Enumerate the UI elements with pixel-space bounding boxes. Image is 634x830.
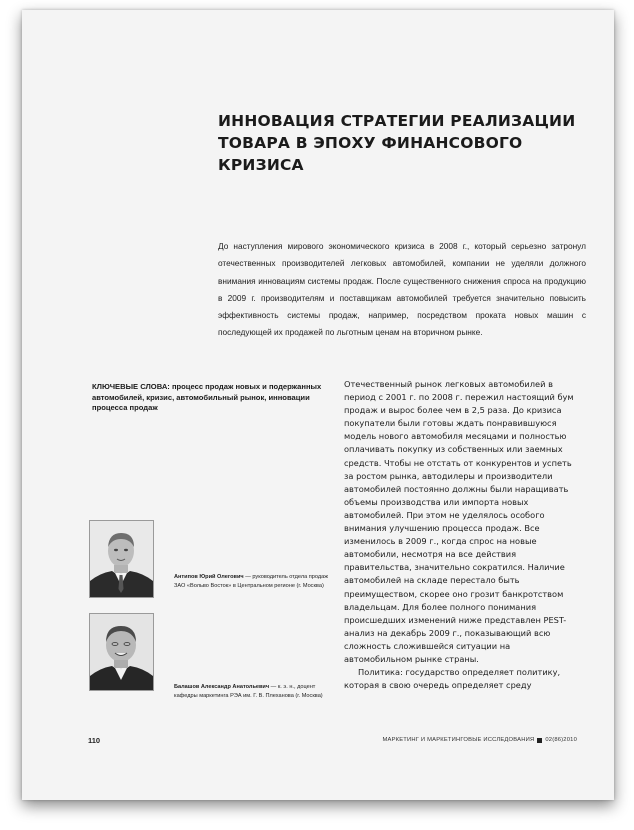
author-name: Антипов Юрий Олегович [174,574,244,580]
keywords-block: КЛЮЧЕВЫЕ СЛОВА: процесс продаж новых и подержанных автомобилей, кризис, автомобильный рынок, инновации процесса продаж [92,382,322,412]
magazine-page [22,10,614,800]
lead-paragraph: До наступления мирового экономического кризиса в 2008 г., который серьезно затронул отечественных производителей легковых автомобилей, компании не уделяли должного внимания инновациям системы продаж. После существенного снижения спроса на продукцию в 2009 г. производителям и поставщикам автомобилей требуется значительно повысить эффективность системы продаж, например, посредством проката новых машин с последующей их продажей по льготным ценам на вторичном рынке. [218,241,586,338]
page-number: 110 [88,736,101,745]
author-role: — руководитель отдела продаж ЗАО «Вольво Восток» в Центральном регионе (г. Москва) [174,574,329,590]
running-footer [382,737,577,743]
author-caption-1 [174,573,334,591]
author-name: Балашов Александр Анатольевич [174,684,270,690]
body-paragraph-1: Отечественный рынок легковых автомобилей в период с 2001 г. по 2008 г. пережил настоящий бум продаж и вырос более чем в 2,5 раза. До кризиса покупатели были готовы ждать понравившуюся модель нового автомобиля месяцами и полностью оплачивать покупку из собственных или заемных средств. Чтобы не отстать от конкурентов и успеть за ростом рынка, автодилеры и производители автомобилей постоянно должны были наращивать объемы производства или импорта новых автомобилей. При этом не уделялось особого внимания улучшению процесса продаж. Все изменилось в 2009 г., когда спрос на новые автомобили, несмотря на все действия правительства, значительно сократился. Наличие автомобилей на складе перестало быть преимуществом, скорее оно грозит банкротством владельцам. Для более полного понимания происшедших изменений ниже представлен PEST-анализ на декабрь 2009 г., показывающий всю сложность сложившейся ситуации на автомобильном рынке страны. [344,379,574,664]
author-caption-2 [174,683,334,701]
article-body [344,378,580,692]
author-photo-balashov [89,613,154,691]
portrait-image [90,521,153,597]
article-lead [218,238,586,342]
square-bullet-icon [537,738,542,743]
article-title: ИННОВАЦИЯ СТРАТЕГИИ РЕАЛИЗАЦИИ ТОВАРА В ЭПОХУ ФИНАНСОВОГО КРИЗИСА [218,112,576,174]
author-photo-antipov [89,520,154,598]
journal-name: МАРКЕТИНГ И МАРКЕТИНГОВЫЕ ИССЛЕДОВАНИЯ [382,737,535,743]
portrait-image [90,614,153,690]
author-role: — к. э. н., доцент кафедры маркетинга РЭА им. Г. В. Плеханова (г. Москва) [174,684,323,700]
issue-number: 02(86)2010 [545,737,577,743]
body-paragraph-2: Политика: государство определяет политику, которая в свою очередь определяет среду [344,667,561,691]
